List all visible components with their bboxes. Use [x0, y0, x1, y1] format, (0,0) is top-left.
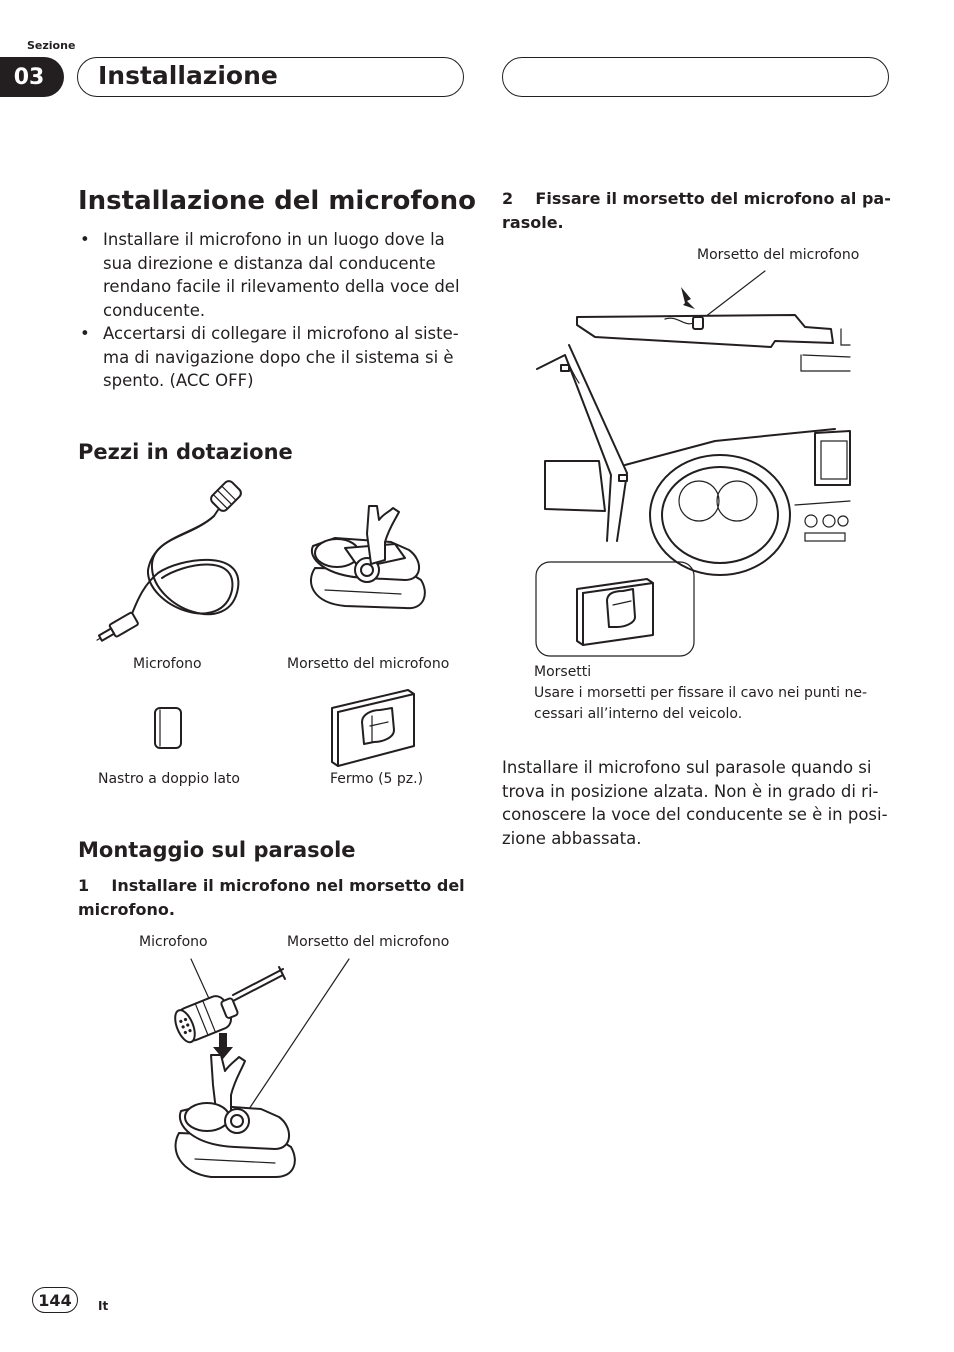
mounting-heading: Montaggio sul parasole: [78, 838, 356, 862]
double-sided-tape-illustration: [152, 705, 184, 751]
parts-heading: Pezzi in dotazione: [78, 440, 293, 464]
part-label-clamp: Morsetto del microfono: [287, 656, 450, 672]
step-2-text: Fissare il morsetto del microfono al pa- rasole.: [502, 189, 891, 232]
step-1-label-microphone: Microfono: [139, 934, 208, 950]
step-2-label-clamp: Morsetto del microfono: [697, 247, 860, 263]
step-1: [78, 874, 468, 922]
closing-paragraph: Installare il microfono sul parasole quando si trova in posizione alzata. Non è in grado di ri- conoscere la voce del conducente se è in posi- zione abbassata.: [502, 758, 888, 848]
part-label-retainer: Fermo (5 pz.): [330, 771, 424, 787]
part-label-microphone: Microfono: [133, 656, 202, 672]
step-2-number: 2: [502, 189, 514, 208]
section-number-badge: 03: [0, 57, 64, 97]
car-interior-illustration: [535, 265, 850, 545]
microphone-illustration: [90, 478, 250, 643]
step-1-number: 1: [78, 876, 90, 895]
retainer-illustration: [328, 686, 420, 768]
microphone-clamp-illustration: [305, 498, 430, 618]
intro-bullet-2: • Accertarsi di collegare il microfono al siste- ma di navigazione dopo che il sistema si è spento. (ACC OFF): [78, 322, 468, 393]
clamps-label: Morsetti: [534, 664, 592, 680]
section-label: Sezione: [27, 39, 76, 52]
header-empty-frame: [502, 57, 889, 97]
page-number: 144: [32, 1287, 78, 1313]
intro-bullet-1: • Installare il microfono in un luogo dove la sua direzione e distanza dal conducente rendano facile il rilevamento della voce del conducente.: [78, 228, 468, 322]
chapter-title: Installazione: [98, 61, 278, 90]
language-code: It: [98, 1299, 109, 1313]
step-1-label-clamp: Morsetto del microfono: [287, 934, 450, 950]
part-label-tape: Nastro a doppio lato: [98, 771, 240, 787]
clamps-note: Usare i morsetti per fissare il cavo nei punti ne- cessari all’interno del veicolo.: [534, 685, 867, 722]
intro-bullet-list: [78, 228, 468, 393]
clamps-inset-illustration: [535, 561, 695, 657]
step-2: [502, 187, 892, 235]
step-1-text: Installare il microfono nel morsetto del microfono.: [78, 876, 465, 919]
page-title: Installazione del microfono: [78, 186, 476, 216]
step-1-illustration: [165, 955, 355, 1185]
